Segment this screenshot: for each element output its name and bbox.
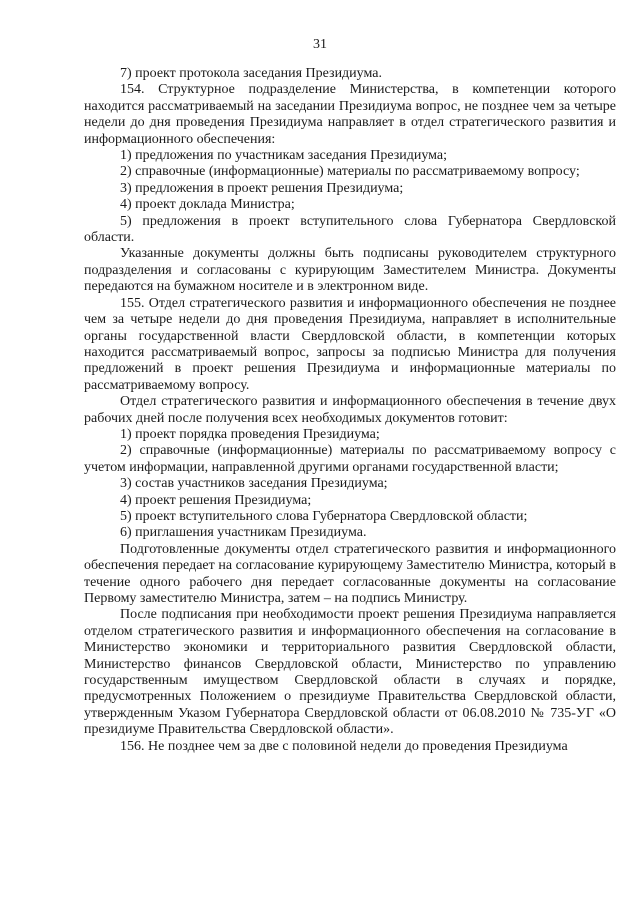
paragraph: После подписания при необходимости проект решения Президиума направляется отделом стратегического развития и информационного обеспечения на согласование в Министерство экономики и территориального развития Свердловской области, Министерство финансов Свердловской области, Министерство по управлению государственным имуществом Свердловской области в случаях и порядке, предусмотренных Положением о президиуме Правительства Свердловской области, утвержденным Указом Губернатора Свердловской области от 06.08.2010 № 735-УГ «О президиуме Правительства Свердловской области». (84, 607, 616, 738)
paragraph: 3) предложения в проект решения Президиума; (120, 180, 404, 196)
paragraph: 5) предложения в проект вступительного слова Губернатора Свердловской области. (84, 213, 616, 246)
paragraph: Указанные документы должны быть подписаны руководителем структурного подразделения и согласованы с курирующим Заместителем Министра. Документы передаются на бумажном носителе и в электронном виде. (84, 246, 616, 295)
paragraph: 7) проект протокола заседания Президиума. (120, 66, 382, 81)
paragraph: 4) проект доклада Министра; (120, 197, 295, 213)
paragraph: 154. Структурное подразделение Министерства, в компетенции которого находится рассматриваемый на заседании Президиума вопрос, не позднее чем за четыре недели до дня проведения Президиума направляет в отдел стратегического развития и информационного обеспечения: (84, 82, 616, 147)
paragraph: 1) предложения по участникам заседания Президиума; (120, 148, 448, 164)
paragraph: 5) проект вступительного слова Губернатора Свердловской области; (120, 508, 528, 524)
paragraph: 155. Отдел стратегического развития и информационного обеспечения не позднее чем за четыре недели до дня проведения Президиума, направляет в исполнительные органы государственной власти Свердловской области, в компетенции которых находится рассматриваемый вопрос, запросы за подписью Министра для получения предложений в проект решения Президиума и информационные материалы по рассматриваемому вопросу. (84, 295, 616, 393)
paragraph: Отдел стратегического развития и информационного обеспечения в течение двух рабочих дней после получения всех необходимых документов готовит: (84, 394, 616, 426)
page-number: 31 (313, 37, 327, 52)
paragraph: Подготовленные документы отдел стратегического развития и информационного обеспечения передает на согласование курирующему Заместителю Министра, который в течение одного рабочего дня передает согласованные документы на согласование Первому заместителю Министра, затем – на подпись Министру. (84, 541, 616, 606)
paragraph: 2) справочные (информационные) материалы по рассматриваемому вопросу с учетом информации, направленной другими органами государственной власти; (84, 443, 616, 475)
paragraph: 2) справочные (информационные) материалы по рассматриваемому вопросу; (120, 164, 580, 180)
paragraph: 156. Не позднее чем за две с половиной недели до проведения Президиума (120, 738, 568, 754)
paragraph: 1) проект порядка проведения Президиума; (120, 426, 380, 442)
paragraph: 3) состав участников заседания Президиума; (120, 476, 388, 492)
paragraph: 4) проект решения Президиума; (120, 492, 312, 508)
document-body (84, 66, 616, 755)
paragraph: 6) приглашения участникам Президиума. (120, 525, 367, 541)
